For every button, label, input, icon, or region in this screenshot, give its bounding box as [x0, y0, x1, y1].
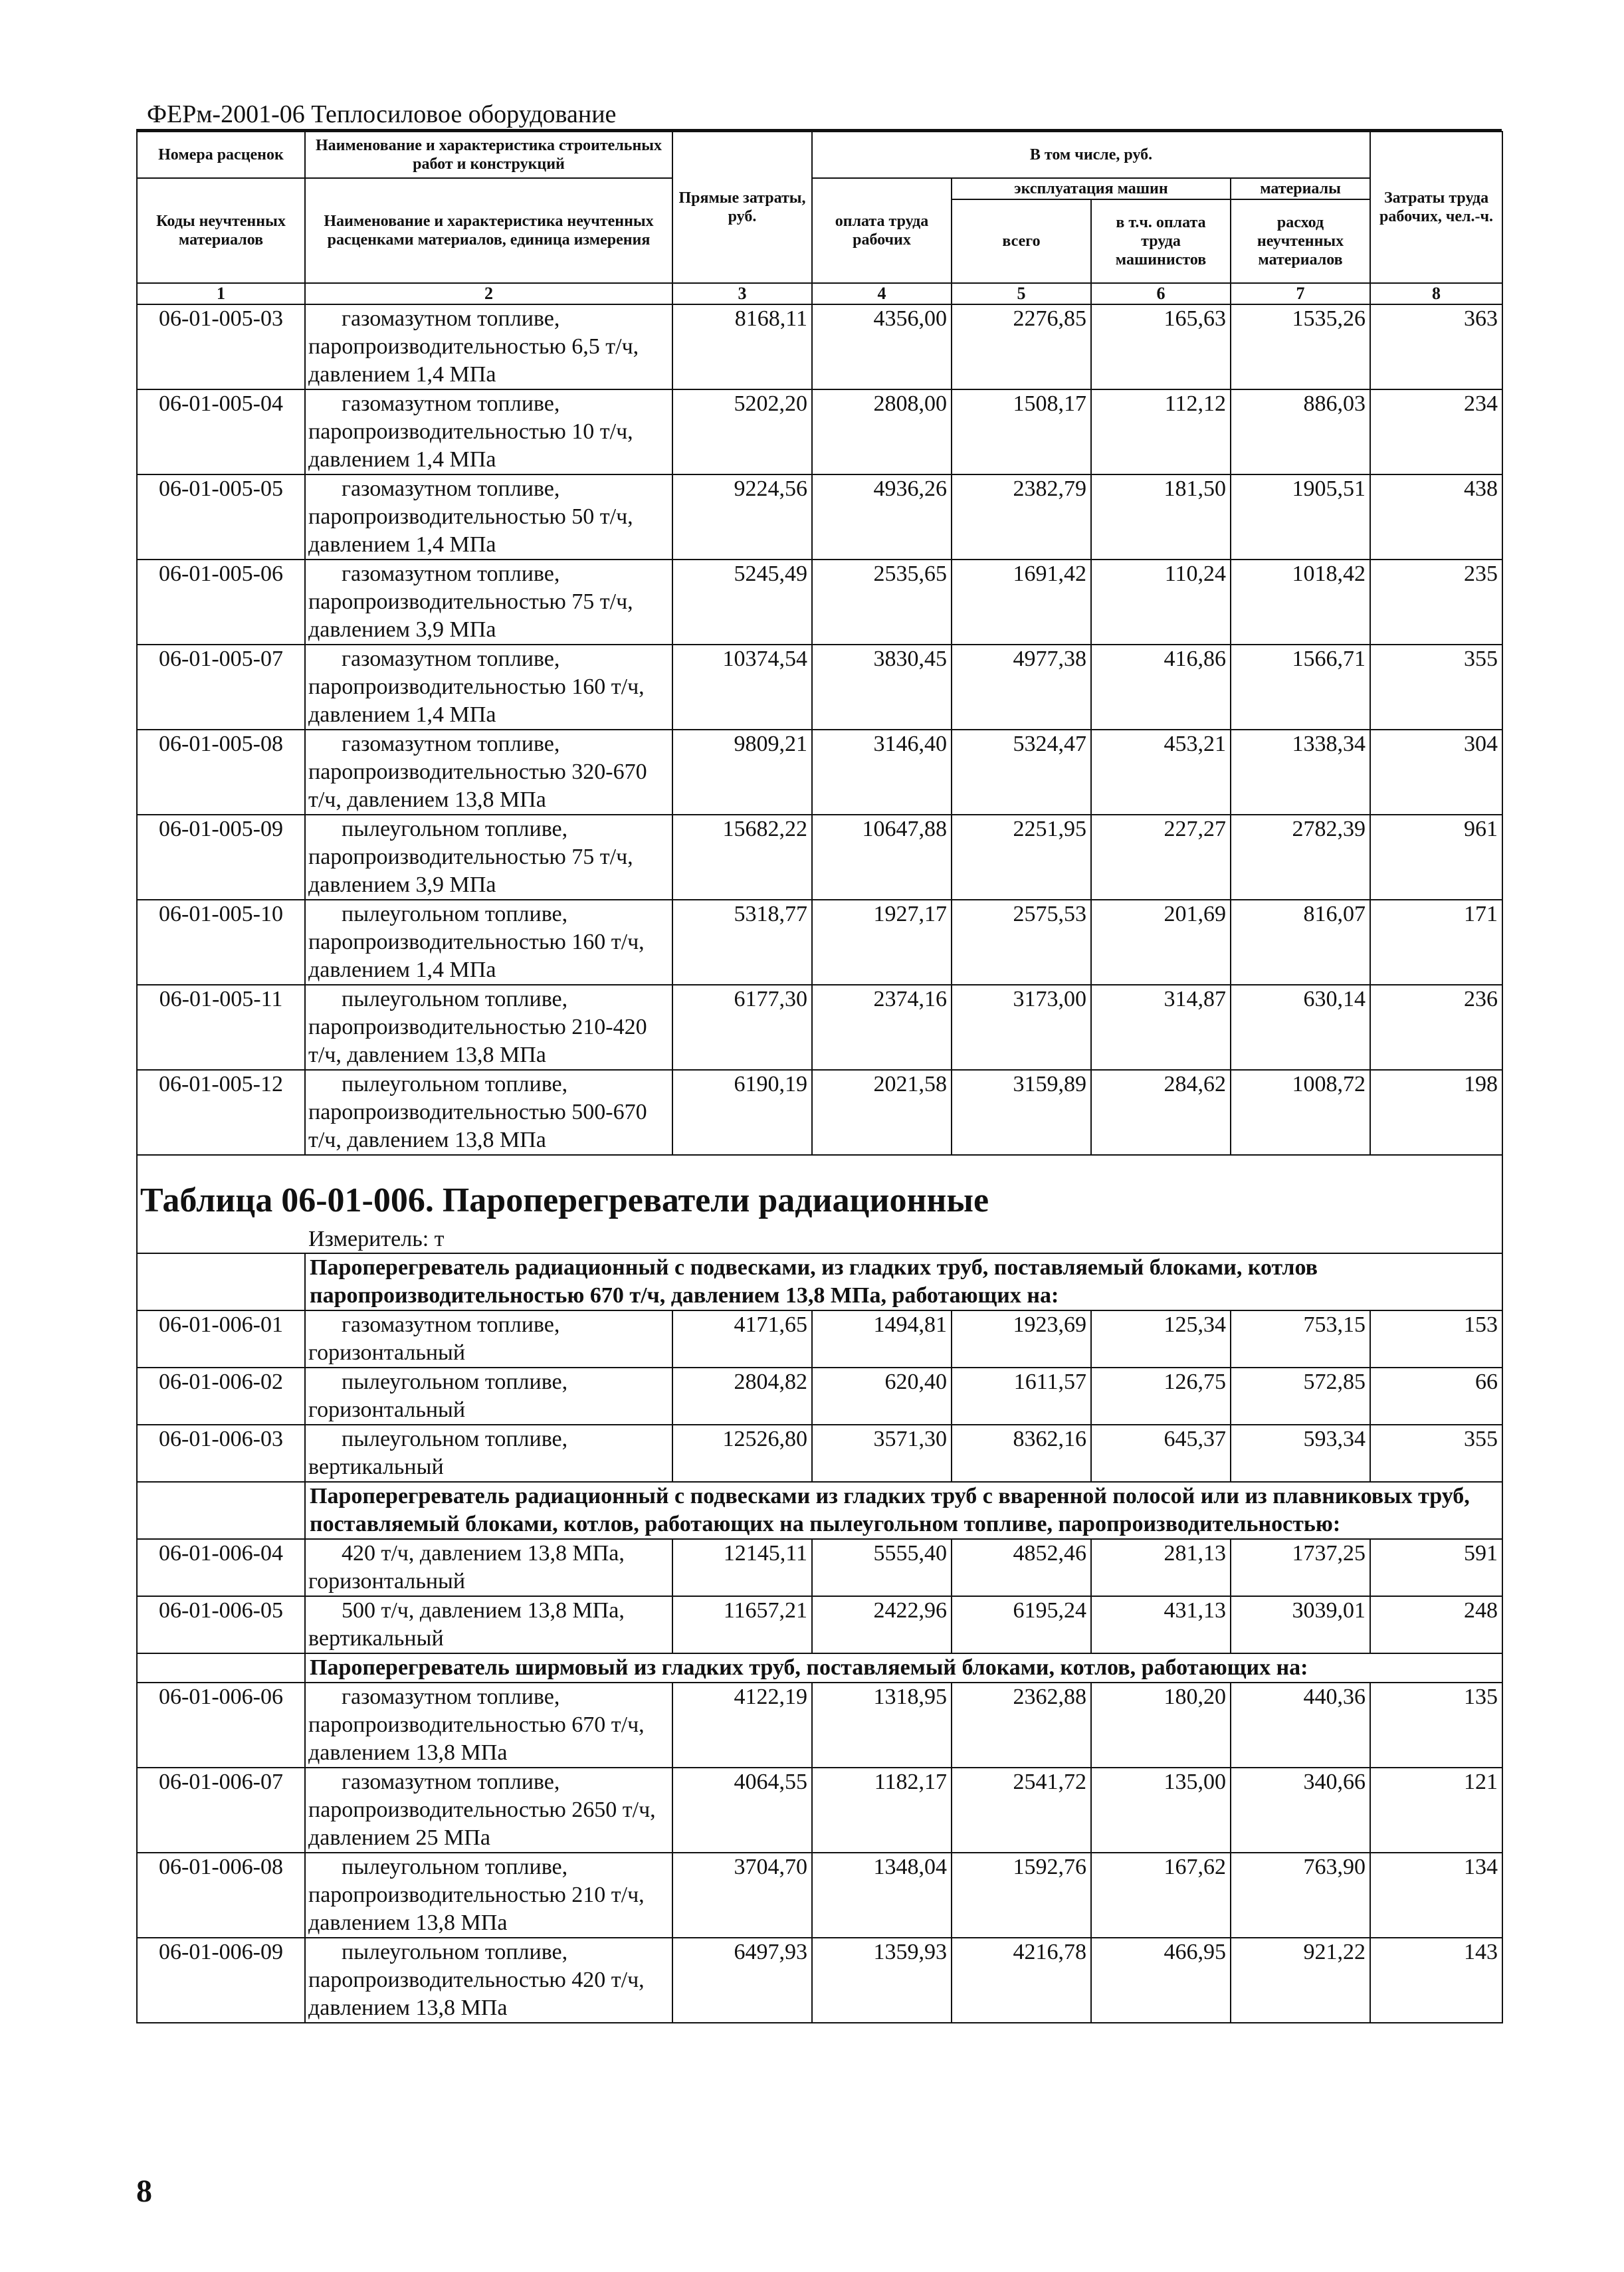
unit-label: Измеритель: т: [308, 1227, 445, 1251]
labor-pay: 1348,04: [812, 1853, 952, 1938]
description-line-rest: паропроизводительностью 6,5 т/ч, давлением 1,4 МПа: [308, 334, 639, 387]
rate-code: 06-01-005-03: [137, 304, 305, 389]
labor-hours: 438: [1370, 474, 1502, 560]
page-number: 8: [136, 2174, 152, 2209]
description-line-1: газомазутном топливе,: [342, 476, 560, 501]
machine-costs: 3159,89: [952, 1070, 1091, 1155]
description-line-1: газомазутном топливе,: [342, 647, 560, 671]
description-line-1: пылеугольном топливе,: [342, 987, 568, 1011]
direct-costs: 11657,21: [672, 1596, 812, 1653]
machine-labor-pay: 201,69: [1091, 900, 1231, 985]
section-heading-row: [137, 1482, 1502, 1539]
col-machine-total-header: всего: [952, 199, 1091, 283]
section-heading: Пароперегреватель радиационный с подвесками, из гладких труб, поставляемый блоками, котлов паропроизводительностью 670 т/ч, давлением 13,8 МПа, работающих на:: [305, 1253, 1502, 1310]
direct-costs: 5202,20: [672, 389, 812, 474]
materials-cost: 2782,39: [1231, 815, 1370, 900]
work-description: [305, 304, 672, 389]
column-number: 3: [672, 283, 812, 304]
direct-costs: 2804,82: [672, 1368, 812, 1425]
labor-pay: 10647,88: [812, 815, 952, 900]
description-line-rest: паропроизводительностью 160 т/ч, давлением 1,4 МПа: [308, 674, 645, 727]
col-materials-unaccounted-header: расход неучтенных материалов: [1231, 199, 1370, 283]
machine-labor-pay: 281,13: [1091, 1539, 1231, 1596]
rate-code: 06-01-006-08: [137, 1853, 305, 1938]
work-description: [305, 1310, 672, 1368]
col-rate-number-header: Номера расценок: [137, 132, 305, 178]
table-row: [137, 1853, 1502, 1938]
table-row: [137, 730, 1502, 815]
table-row: [137, 1683, 1502, 1768]
rate-code: 06-01-006-09: [137, 1938, 305, 2023]
table-row: [137, 900, 1502, 985]
labor-pay: 620,40: [812, 1368, 952, 1425]
direct-costs: 9809,21: [672, 730, 812, 815]
description-line-1: газомазутном топливе,: [342, 306, 560, 331]
table-row: [137, 1310, 1502, 1368]
materials-cost: 886,03: [1231, 389, 1370, 474]
labor-pay: 1359,93: [812, 1938, 952, 2023]
col-labor-pay-header: оплата труда рабочих: [812, 178, 952, 283]
table-row: [137, 815, 1502, 900]
description-line-1: пылеугольном топливе,: [342, 1855, 568, 1879]
materials-cost: 1905,51: [1231, 474, 1370, 560]
rate-code: 06-01-005-04: [137, 389, 305, 474]
table-row: [137, 645, 1502, 730]
direct-costs: 12526,80: [672, 1425, 812, 1482]
col-labor-cost-header: Затраты труда рабочих, чел.-ч.: [1370, 132, 1502, 283]
description-line-rest: вертикальный: [308, 1455, 444, 1479]
description-line-1: пылеугольном топливе,: [342, 1940, 568, 1964]
description-line-rest: паропроизводительностью 500-670 т/ч, давлением 13,8 МПа: [308, 1100, 647, 1152]
description-line-rest: паропроизводительностью 50 т/ч, давлением 1,4 МПа: [308, 504, 633, 557]
direct-costs: 12145,11: [672, 1539, 812, 1596]
column-number: 1: [137, 283, 305, 304]
col-material-name-header: Наименование и характеристика неучтенных расценками материалов, единица измерения: [305, 178, 672, 283]
machine-costs: 3173,00: [952, 985, 1091, 1070]
rate-code: 06-01-006-06: [137, 1683, 305, 1768]
direct-costs: 6497,93: [672, 1938, 812, 2023]
machine-labor-pay: 165,63: [1091, 304, 1231, 389]
labor-pay: 3571,30: [812, 1425, 952, 1482]
description-line-rest: паропроизводительностью 210-420 т/ч, давлением 13,8 МПа: [308, 1015, 647, 1067]
labor-pay: 1927,17: [812, 900, 952, 985]
col-material-codes-header: Коды неучтенных материалов: [137, 178, 305, 283]
rate-code: 06-01-005-11: [137, 985, 305, 1070]
labor-hours: 171: [1370, 900, 1502, 985]
rate-code: 06-01-005-12: [137, 1070, 305, 1155]
machine-labor-pay: 167,62: [1091, 1853, 1231, 1938]
table-row: [137, 1938, 1502, 2023]
labor-hours: 355: [1370, 645, 1502, 730]
machine-costs: 1592,76: [952, 1853, 1091, 1938]
table-row: [137, 1070, 1502, 1155]
table-row: [137, 389, 1502, 474]
work-description: [305, 1938, 672, 2023]
rate-code: 06-01-006-02: [137, 1368, 305, 1425]
machine-costs: 2276,85: [952, 304, 1091, 389]
materials-cost: 1566,71: [1231, 645, 1370, 730]
table-title: Таблица 06-01-006. Пароперегреватели радиационные: [140, 1182, 989, 1219]
work-description: [305, 1368, 672, 1425]
work-description: [305, 1683, 672, 1768]
direct-costs: 4064,55: [672, 1768, 812, 1853]
labor-hours: 591: [1370, 1539, 1502, 1596]
machine-costs: 2382,79: [952, 474, 1091, 560]
machine-labor-pay: 284,62: [1091, 1070, 1231, 1155]
machine-costs: 5324,47: [952, 730, 1091, 815]
machine-costs: 1508,17: [952, 389, 1091, 474]
labor-pay: 2808,00: [812, 389, 952, 474]
description-line-1: газомазутном топливе,: [342, 732, 560, 756]
description-line-rest: вертикальный: [308, 1626, 444, 1651]
machine-costs: 1611,57: [952, 1368, 1091, 1425]
machine-labor-pay: 453,21: [1091, 730, 1231, 815]
labor-pay: 4936,26: [812, 474, 952, 560]
labor-hours: 234: [1370, 389, 1502, 474]
labor-pay: 1494,81: [812, 1310, 952, 1368]
column-number: 6: [1091, 283, 1231, 304]
rate-code: 06-01-006-01: [137, 1310, 305, 1368]
labor-hours: 236: [1370, 985, 1502, 1070]
labor-pay: 2374,16: [812, 985, 952, 1070]
rate-code: 06-01-005-07: [137, 645, 305, 730]
description-line-rest: паропроизводительностью 670 т/ч, давлением 13,8 МПа: [308, 1712, 645, 1765]
materials-cost: 1338,34: [1231, 730, 1370, 815]
rate-code: 06-01-005-09: [137, 815, 305, 900]
column-number: 4: [812, 283, 952, 304]
materials-cost: 753,15: [1231, 1310, 1370, 1368]
column-number: 5: [952, 283, 1091, 304]
direct-costs: 6177,30: [672, 985, 812, 1070]
rate-code: 06-01-006-04: [137, 1539, 305, 1596]
materials-cost: 630,14: [1231, 985, 1370, 1070]
table-row: [137, 1539, 1502, 1596]
description-line-1: 420 т/ч, давлением 13,8 МПа,: [342, 1541, 625, 1566]
direct-costs: 15682,22: [672, 815, 812, 900]
labor-pay: 3146,40: [812, 730, 952, 815]
work-description: [305, 1853, 672, 1938]
direct-costs: 5245,49: [672, 560, 812, 645]
col-machine-operation-header: эксплуатация машин: [952, 178, 1231, 199]
description-line-1: пылеугольном топливе,: [342, 1427, 568, 1451]
work-description: [305, 815, 672, 900]
table-row: [137, 1425, 1502, 1482]
description-line-1: газомазутном топливе,: [342, 1685, 560, 1709]
labor-pay: 2535,65: [812, 560, 952, 645]
description-line-1: газомазутном топливе,: [342, 562, 560, 586]
direct-costs: 4122,19: [672, 1683, 812, 1768]
labor-hours: 66: [1370, 1368, 1502, 1425]
work-description: [305, 900, 672, 985]
machine-costs: 4852,46: [952, 1539, 1091, 1596]
machine-costs: 8362,16: [952, 1425, 1091, 1482]
work-description: [305, 1768, 672, 1853]
rates-table: [136, 131, 1503, 2023]
materials-cost: 440,36: [1231, 1683, 1370, 1768]
section-heading-row: [137, 1653, 1502, 1683]
labor-hours: 304: [1370, 730, 1502, 815]
labor-pay: 1182,17: [812, 1768, 952, 1853]
machine-costs: 4216,78: [952, 1938, 1091, 2023]
work-description: [305, 1070, 672, 1155]
work-description: [305, 1425, 672, 1482]
labor-hours: 961: [1370, 815, 1502, 900]
direct-costs: 10374,54: [672, 645, 812, 730]
col-name-header: Наименование и характеристика строительных работ и конструкций: [305, 132, 672, 178]
labor-hours: 235: [1370, 560, 1502, 645]
section-heading-row: [137, 1253, 1502, 1310]
rate-code: 06-01-006-07: [137, 1768, 305, 1853]
labor-hours: 134: [1370, 1853, 1502, 1938]
table-row: [137, 1596, 1502, 1653]
rate-code: 06-01-006-05: [137, 1596, 305, 1653]
materials-cost: 921,22: [1231, 1938, 1370, 2023]
labor-pay: 2422,96: [812, 1596, 952, 1653]
direct-costs: 3704,70: [672, 1853, 812, 1938]
description-line-1: пылеугольном топливе,: [342, 817, 568, 841]
machine-costs: 6195,24: [952, 1596, 1091, 1653]
labor-hours: 135: [1370, 1683, 1502, 1768]
labor-hours: 121: [1370, 1768, 1502, 1853]
direct-costs: 8168,11: [672, 304, 812, 389]
description-line-rest: горизонтальный: [308, 1340, 466, 1365]
rate-code: 06-01-005-10: [137, 900, 305, 985]
machine-costs: 2541,72: [952, 1768, 1091, 1853]
materials-cost: 340,66: [1231, 1768, 1370, 1853]
materials-cost: 593,34: [1231, 1425, 1370, 1482]
labor-pay: 2021,58: [812, 1070, 952, 1155]
machine-labor-pay: 181,50: [1091, 474, 1231, 560]
table-row: [137, 1368, 1502, 1425]
direct-costs: 4171,65: [672, 1310, 812, 1368]
labor-hours: 363: [1370, 304, 1502, 389]
work-description: [305, 730, 672, 815]
materials-cost: 1535,26: [1231, 304, 1370, 389]
machine-labor-pay: 112,12: [1091, 389, 1231, 474]
table-row: [137, 1768, 1502, 1853]
labor-hours: 198: [1370, 1070, 1502, 1155]
labor-hours: 248: [1370, 1596, 1502, 1653]
table-title-row: [137, 1155, 1502, 1253]
col-materials-header: материалы: [1231, 178, 1370, 199]
table-row: [137, 474, 1502, 560]
section-heading: Пароперегреватель ширмовый из гладких труб, поставляемый блоками, котлов, работающих на:: [305, 1653, 1502, 1683]
labor-hours: 143: [1370, 1938, 1502, 2023]
column-numbers-row: [137, 283, 1502, 304]
table-row: [137, 304, 1502, 389]
direct-costs: 5318,77: [672, 900, 812, 985]
rate-code: 06-01-005-05: [137, 474, 305, 560]
table-row: [137, 985, 1502, 1070]
direct-costs: 6190,19: [672, 1070, 812, 1155]
description-line-1: пылеугольном топливе,: [342, 1072, 568, 1096]
page-header: ФЕРм-2001-06 Теплосиловое оборудование: [136, 100, 1502, 131]
description-line-rest: паропроизводительностью 160 т/ч, давлением 1,4 МПа: [308, 930, 645, 982]
column-number: 8: [1370, 283, 1502, 304]
machine-labor-pay: 110,24: [1091, 560, 1231, 645]
work-description: [305, 645, 672, 730]
work-description: [305, 389, 672, 474]
machine-costs: 4977,38: [952, 645, 1091, 730]
description-line-rest: паропроизводительностью 420 т/ч, давлением 13,8 МПа: [308, 1968, 645, 2020]
description-line-1: пылеугольном топливе,: [342, 1370, 568, 1394]
description-line-rest: паропроизводительностью 210 т/ч, давлением 13,8 МПа: [308, 1883, 645, 1935]
materials-cost: 1018,42: [1231, 560, 1370, 645]
work-description: [305, 985, 672, 1070]
machine-costs: 1691,42: [952, 560, 1091, 645]
description-line-1: газомазутном топливе,: [342, 1312, 560, 1337]
description-line-1: пылеугольном топливе,: [342, 902, 568, 926]
description-line-rest: паропроизводительностью 2650 т/ч, давлением 25 МПа: [308, 1798, 656, 1850]
direct-costs: 9224,56: [672, 474, 812, 560]
materials-cost: 763,90: [1231, 1853, 1370, 1938]
machine-labor-pay: 180,20: [1091, 1683, 1231, 1768]
column-number: 7: [1231, 283, 1370, 304]
rate-code: 06-01-005-06: [137, 560, 305, 645]
description-line-1: газомазутном топливе,: [342, 1770, 560, 1794]
section-heading: Пароперегреватель радиационный с подвесками из гладких труб с вваренной полосой или из плавниковых труб, поставляемый блоками, котлов, работающих на пылеугольном топливе, паропроизводительностью:: [305, 1482, 1502, 1539]
machine-labor-pay: 126,75: [1091, 1368, 1231, 1425]
rate-code: 06-01-006-03: [137, 1425, 305, 1482]
machine-labor-pay: 645,37: [1091, 1425, 1231, 1482]
labor-hours: 153: [1370, 1310, 1502, 1368]
description-line-1: 500 т/ч, давлением 13,8 МПа,: [342, 1598, 625, 1623]
work-description: [305, 474, 672, 560]
materials-cost: 1008,72: [1231, 1070, 1370, 1155]
materials-cost: 3039,01: [1231, 1596, 1370, 1653]
machine-labor-pay: 227,27: [1091, 815, 1231, 900]
materials-cost: 572,85: [1231, 1368, 1370, 1425]
description-line-1: газомазутном топливе,: [342, 391, 560, 416]
labor-pay: 1318,95: [812, 1683, 952, 1768]
labor-pay: 3830,45: [812, 645, 952, 730]
description-line-rest: паропроизводительностью 320-670 т/ч, давлением 13,8 МПа: [308, 760, 647, 812]
machine-costs: 2251,95: [952, 815, 1091, 900]
materials-cost: 1737,25: [1231, 1539, 1370, 1596]
machine-costs: 1923,69: [952, 1310, 1091, 1368]
machine-labor-pay: 125,34: [1091, 1310, 1231, 1368]
work-description: [305, 1596, 672, 1653]
rate-code: 06-01-005-08: [137, 730, 305, 815]
work-description: [305, 1539, 672, 1596]
machine-labor-pay: 431,13: [1091, 1596, 1231, 1653]
description-line-rest: паропроизводительностью 75 т/ч, давлением 3,9 МПа: [308, 589, 633, 642]
table-row: [137, 560, 1502, 645]
labor-pay: 5555,40: [812, 1539, 952, 1596]
machine-labor-pay: 135,00: [1091, 1768, 1231, 1853]
description-line-rest: горизонтальный: [308, 1569, 466, 1594]
materials-cost: 816,07: [1231, 900, 1370, 985]
col-including-header: В том числе, руб.: [812, 132, 1370, 178]
work-description: [305, 560, 672, 645]
machine-costs: 2575,53: [952, 900, 1091, 985]
machine-costs: 2362,88: [952, 1683, 1091, 1768]
machine-labor-pay: 466,95: [1091, 1938, 1231, 2023]
machine-labor-pay: 314,87: [1091, 985, 1231, 1070]
machine-labor-pay: 416,86: [1091, 645, 1231, 730]
description-line-rest: паропроизводительностью 10 т/ч, давлением 1,4 МПа: [308, 419, 633, 472]
labor-hours: 355: [1370, 1425, 1502, 1482]
description-line-rest: паропроизводительностью 75 т/ч, давлением 3,9 МПа: [308, 845, 633, 897]
description-line-rest: горизонтальный: [308, 1397, 466, 1422]
document-page: [136, 100, 1502, 2023]
labor-pay: 4356,00: [812, 304, 952, 389]
col-machine-labor-header: в т.ч. оплата труда машинистов: [1091, 199, 1231, 283]
col-direct-costs-header: Прямые затраты, руб.: [672, 132, 812, 283]
column-number: 2: [305, 283, 672, 304]
